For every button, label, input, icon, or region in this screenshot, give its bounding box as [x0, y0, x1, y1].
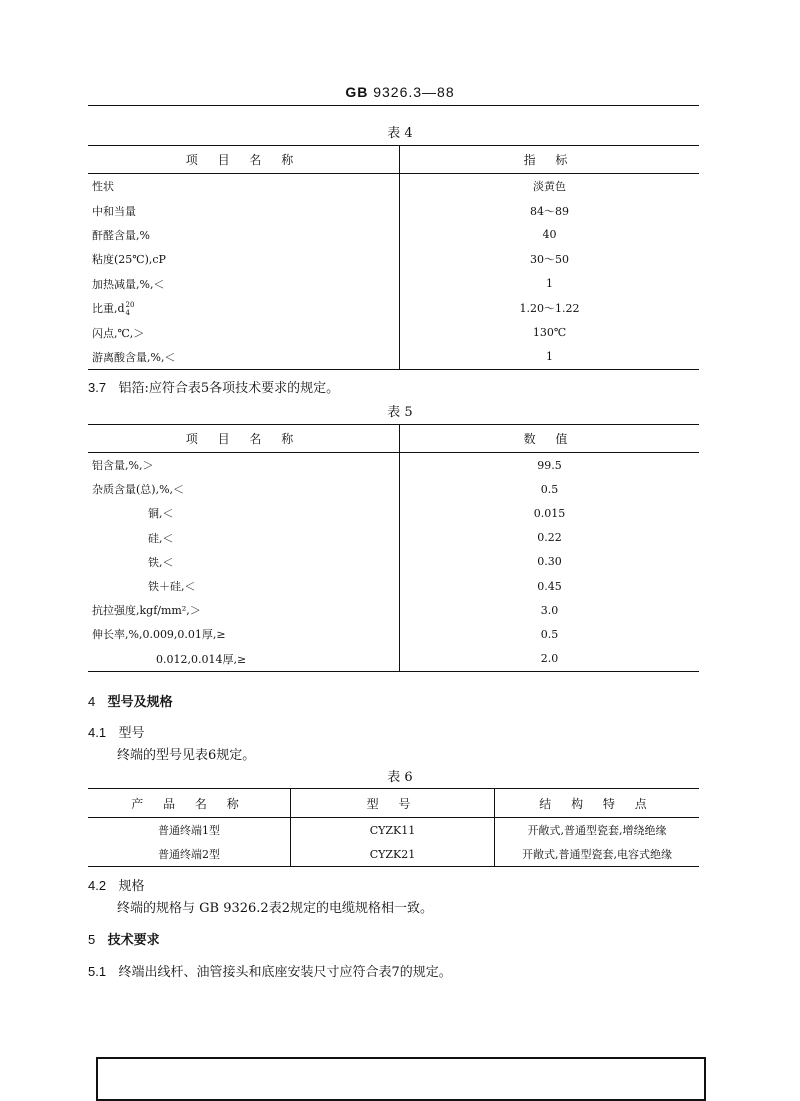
table-row: [88, 622, 699, 646]
section-4: [88, 691, 173, 710]
section-text: 终端出线杆、油管接头和底座安装尺寸应符合表7的规定。: [118, 965, 452, 980]
subscript: 4: [125, 308, 131, 317]
table5-col-name: 项 目 名 称: [88, 425, 400, 453]
row-name: 铝含量,%,＞: [92, 459, 154, 473]
row-value: 0.5: [400, 622, 700, 646]
section-title: 型号: [118, 726, 145, 741]
row-value: 3.0: [400, 598, 700, 622]
row-feature: 开敞式,普通型瓷套,增绕绝缘: [495, 818, 700, 843]
table-row: [88, 842, 699, 867]
section-number: 5.1: [88, 964, 107, 979]
table-row: [88, 501, 699, 525]
row-name-text: 比重,d: [92, 301, 125, 315]
table-row: [88, 247, 699, 271]
row-value: 130℃: [400, 320, 700, 344]
page-header: [0, 84, 800, 100]
table-row: [88, 198, 699, 222]
row-name: 中和当量: [92, 204, 136, 218]
header-rule: [88, 105, 699, 106]
row-name: 铜,＜: [148, 507, 174, 521]
section-title: 规格: [118, 879, 145, 894]
table-row: [88, 453, 699, 478]
section-title: 型号及规格: [107, 695, 173, 710]
row-value: 2.0: [400, 647, 700, 672]
row-name: 铁,＜: [148, 555, 174, 569]
table-row: [88, 574, 699, 598]
row-value: 1.20～1.22: [400, 296, 700, 320]
table4-header-row: [88, 146, 699, 174]
table4-col-value: 指 标: [400, 146, 700, 174]
row-name: 杂质含量(总),%,＜: [92, 483, 185, 497]
row-feature: 开敞式,普通型瓷套,电容式绝缘: [495, 842, 700, 867]
row-name: 铁＋硅,＜: [148, 580, 196, 594]
table5-caption: 表 5: [387, 405, 413, 420]
row-name: 普通终端1型: [158, 824, 220, 837]
row-value: 1: [400, 272, 700, 296]
standard-code: 9326.3—88: [373, 84, 455, 100]
row-value: 40: [400, 223, 700, 247]
row-name: [88, 296, 400, 320]
superscript: 20: [125, 300, 135, 309]
table6-caption: 表 6: [387, 770, 413, 785]
row-value: 1: [400, 345, 700, 370]
section-text: 铝箔:应符合表5各项技术要求的规定。: [118, 381, 340, 396]
row-model: CYZK21: [291, 842, 495, 867]
table-row: [88, 223, 699, 247]
row-value: 84～89: [400, 198, 700, 222]
table-row: [88, 296, 699, 320]
row-name: 酐醛含量,%: [92, 228, 150, 242]
section-5: [88, 929, 160, 948]
table6: [88, 788, 699, 867]
table6-col-model: 型 号: [291, 789, 495, 818]
table-row: [88, 477, 699, 501]
section-4-2-text: 终端的规格与 GB 9326.2表2规定的电缆规格相一致。: [117, 901, 433, 916]
section-3-7: [88, 377, 339, 396]
row-name: 游离酸含量,%,＜: [92, 350, 176, 364]
standard-prefix: GB: [345, 84, 369, 100]
row-name: 0.012,0.014厚,≥: [156, 652, 247, 666]
row-model: CYZK11: [291, 818, 495, 843]
row-name: 粘度(25℃),cP: [92, 253, 166, 267]
row-name: 伸长率,%,0.009,0.01厚,≥: [92, 628, 226, 642]
table-row: [88, 272, 699, 296]
table6-header-row: [88, 789, 699, 818]
section-4-1: [88, 722, 145, 741]
table4-col-name: 项 目 名 称: [88, 146, 400, 174]
row-name: 硅,＜: [148, 531, 174, 545]
table6-col-name: 产 品 名 称: [88, 789, 291, 818]
row-name: 抗拉强度,kgf/mm²,＞: [92, 604, 201, 618]
table5-header-row: [88, 425, 699, 453]
section-title: 技术要求: [107, 933, 160, 948]
table-row: [88, 598, 699, 622]
section-number: 5: [88, 932, 96, 947]
row-value: 0.45: [400, 574, 700, 598]
table4-caption: 表 4: [387, 126, 413, 141]
row-value: 0.5: [400, 477, 700, 501]
row-value: 99.5: [400, 453, 700, 478]
row-value: 30～50: [400, 247, 700, 271]
section-5-1: [88, 961, 452, 980]
section-number: 4.1: [88, 725, 107, 740]
section-4-1-text: 终端的型号见表6规定。: [117, 748, 256, 763]
table-row: [88, 174, 699, 199]
table6-col-feature: 结 构 特 点: [495, 789, 700, 818]
row-value: 0.015: [400, 501, 700, 525]
bottom-frame: [96, 1057, 706, 1101]
table-row: [88, 818, 699, 843]
section-number: 3.7: [88, 380, 107, 395]
row-name: 性状: [92, 180, 114, 194]
table-row: [88, 345, 699, 370]
table-row: [88, 647, 699, 672]
row-value: 0.22: [400, 526, 700, 550]
table4: [88, 145, 699, 370]
section-number: 4.2: [88, 878, 107, 893]
row-name: 加热减量,%,＜: [92, 277, 165, 291]
table5-col-value: 数 值: [400, 425, 700, 453]
section-number: 4: [88, 694, 96, 709]
row-name: 闪点,℃,＞: [92, 326, 145, 340]
row-value: 淡黄色: [400, 174, 700, 199]
section-4-2: [88, 875, 145, 894]
row-name: 普通终端2型: [158, 848, 220, 861]
table-row: [88, 526, 699, 550]
table5: [88, 424, 699, 672]
table-row: [88, 320, 699, 344]
table-row: [88, 550, 699, 574]
row-value: 0.30: [400, 550, 700, 574]
